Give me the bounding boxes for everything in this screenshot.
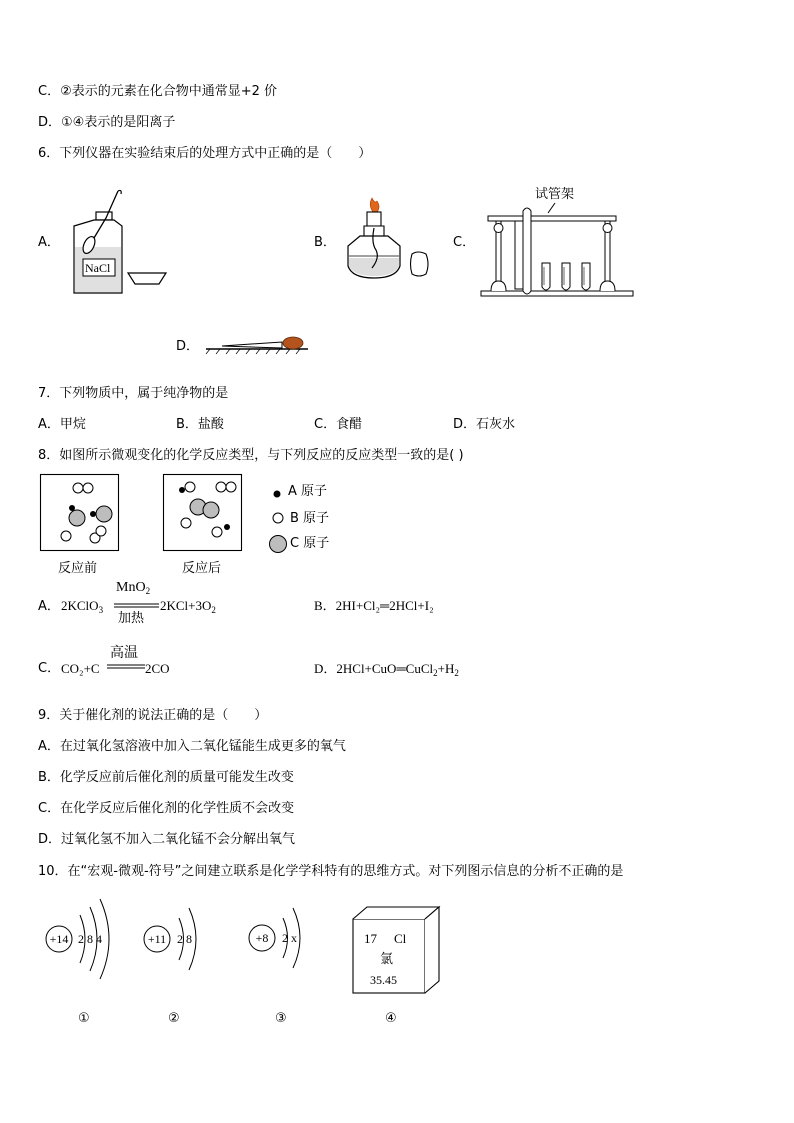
option-d-text: D．①④表示的是阳离子	[38, 115, 176, 130]
question-8: 8．如图所示微观变化的化学反应类型，与下列反应的反应类型一致的是( )	[38, 448, 464, 463]
option-c-text: C．②表示的元素在化合物中通常显+2 价	[38, 84, 278, 99]
atom-structure-2	[141, 900, 211, 980]
element-label: ④	[385, 1011, 397, 1026]
atom-2-shells: 2 8	[177, 932, 192, 946]
atom-3-nucleus: +8	[255, 931, 269, 945]
q8-option-a-condition: 加热	[118, 611, 145, 626]
question-9: 9．关于催化剂的说法正确的是（ ）	[38, 708, 268, 723]
atom-1-shells: 2 8 4	[78, 932, 102, 946]
q8-option-c-product: 2CO	[145, 661, 170, 676]
q6-option-c-label: C．	[453, 235, 476, 250]
element-mass: 35.45	[370, 973, 397, 987]
atom-1-nucleus: +14	[49, 932, 69, 946]
reaction-before-box	[40, 474, 120, 552]
q6-option-d-label: D．	[176, 339, 200, 354]
legend-c-atom: C 原子	[290, 536, 330, 551]
atom-1-label: ①	[78, 1011, 90, 1026]
legend-a-atom: A 原子	[288, 484, 328, 499]
q6-option-b-label: B．	[314, 235, 336, 250]
q7-option-a: A．甲烷	[38, 417, 86, 432]
reaction-after-label: 反应后	[182, 561, 222, 576]
element-symbol: Cl	[394, 931, 407, 946]
q7-option-d: D．石灰水	[453, 417, 516, 432]
q8-option-b: B．2HI+Cl₂═2HCl+I₂	[314, 598, 434, 613]
atom-2-label: ②	[168, 1011, 180, 1026]
reaction-before-label: 反应前	[58, 561, 98, 576]
q9-option-a: A．在过氧化氢溶液中加入二氧化锰能生成更多的氧气	[38, 739, 346, 754]
q7-option-c: C．食醋	[314, 417, 363, 432]
q9-option-b: B．化学反应前后催化剂的质量可能发生改变	[38, 770, 294, 785]
legend-c-atom-icon	[268, 534, 288, 554]
atom-2-nucleus: +11	[147, 932, 167, 946]
q8-option-a-product: $2KCl+3O_2$	[160, 598, 216, 615]
q9-option-c: C．在化学反应后催化剂的化学性质不会改变	[38, 801, 295, 816]
atom-structure-3	[247, 900, 317, 980]
q8-option-c-label: C．	[38, 661, 61, 676]
atom-3-label: ③	[275, 1011, 287, 1026]
element-number: 17	[364, 931, 377, 946]
q8-option-c-equals	[107, 664, 145, 670]
test-tube-rack-illustration	[478, 203, 638, 303]
q9-option-d: D．过氧化氢不加入二氧化锰不会分解出氧气	[38, 832, 296, 847]
question-10: 10．在“宏观-微观-符号”之间建立联系是化学学科特有的思维方式。对下列图示信息的分析不正确的是	[38, 864, 624, 879]
nacl-label: NaCl	[85, 261, 111, 275]
periodic-table-cell	[350, 905, 445, 997]
legend-b-atom-icon	[271, 511, 285, 525]
q8-option-c-reactant: CO₂+C	[61, 661, 100, 676]
question-7: 7．下列物质中，属于纯净物的是	[38, 386, 229, 401]
legend-b-atom: B 原子	[290, 511, 330, 526]
atom-3-shells: 2 x	[282, 931, 297, 945]
q8-option-a-catalyst: MnO$_2$	[116, 580, 151, 596]
test-tube-rack-label: 试管架	[535, 187, 575, 202]
atom-structure-1	[42, 895, 122, 985]
question-6: 6．下列仪器在实验结束后的处理方式中正确的是（ ）	[38, 146, 372, 161]
q8-option-d: D．$2HCl+CuO═CuCl_2+H_2$	[314, 661, 459, 678]
q8-option-a-reactant: 2KClO$_3$	[61, 598, 104, 615]
q8-option-a-label: A．	[38, 599, 60, 614]
q8-option-c-condition: 高温	[110, 645, 138, 661]
legend-a-atom-icon	[272, 489, 282, 499]
element-name: 氯	[380, 951, 394, 966]
dropper-on-table-illustration	[204, 333, 314, 355]
q6-option-a-label: A．	[38, 235, 60, 250]
reaction-after-box	[163, 474, 243, 552]
alcohol-lamp-illustration	[340, 198, 440, 288]
q8-option-a-equals	[114, 603, 159, 609]
q7-option-b: B．盐酸	[176, 417, 224, 432]
reagent-bottle-illustration	[66, 185, 176, 300]
